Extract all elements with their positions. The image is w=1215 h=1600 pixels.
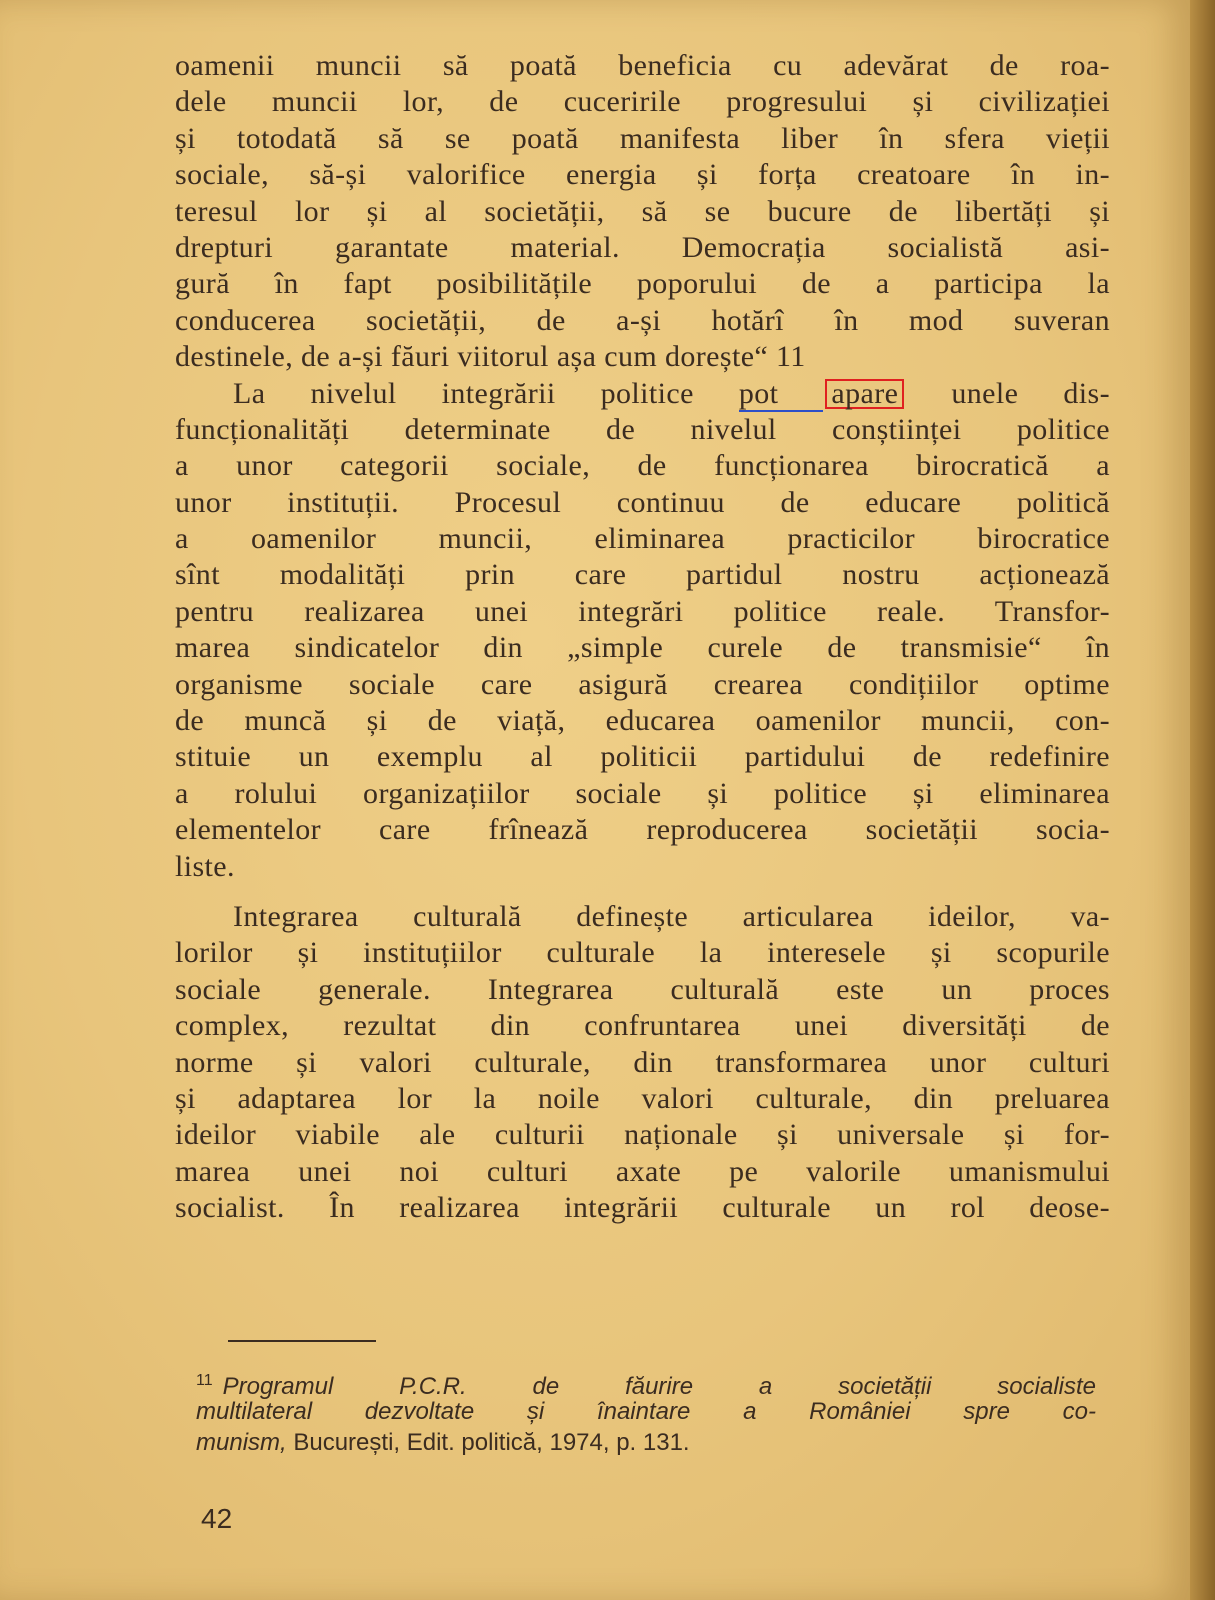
- text-line: norme și valori culturale, din transformarea unor culturi: [175, 1045, 1110, 1079]
- text-line: conducerea societății, de a-și hotărî în mod suveran: [175, 303, 1110, 337]
- text-line: și totodată să se poată manifesta liber în sfera vieții: [175, 121, 1110, 155]
- page-edge: [1190, 0, 1215, 1600]
- paragraph-political-integration: [175, 376, 1110, 885]
- text-line: destinele, de a-și făuri viitorul așa cum dorește“ 11: [175, 340, 806, 374]
- footnote: [196, 1365, 1096, 1458]
- text-line: Integrarea culturală definește articularea ideilor, va-: [233, 899, 1110, 933]
- text-line: dele muncii lor, de cuceririle progresului și civilizației: [175, 85, 1110, 119]
- footnote-line: multilateral dezvoltate și înaintare a României spre co-: [196, 1398, 1096, 1425]
- text-line: sînt modalități prin care partidul nostru acționează: [175, 558, 1110, 592]
- footnote-text: Programul P.C.R. de făurire a societății socialiste: [222, 1373, 1096, 1400]
- underlined-word: pot: [738, 376, 824, 410]
- text-segment: La nivelul integrării politice: [233, 376, 739, 410]
- text-line: pentru realizarea unei integrări politice reale. Transfor-: [175, 594, 1110, 628]
- footnote-divider: [228, 1340, 376, 1342]
- highlighted-word-box[interactable]: apare: [825, 379, 904, 409]
- text-line: teresul lor și al societății, să se bucure de libertăți și: [175, 194, 1110, 228]
- text-line: organisme sociale care asigură crearea condițiilor optime: [175, 667, 1110, 701]
- text-line: drepturi garantate material. Democrația socialistă asi-: [175, 230, 1110, 264]
- text-line: unor instituții. Procesul continuu de educare politică: [175, 485, 1110, 519]
- text-line: marea unei noi culturi axate pe valorile umanismului: [175, 1154, 1110, 1188]
- footnote-number: 11: [196, 1372, 213, 1389]
- text-line: marea sindicatelor din „simple curele de transmisie“ în: [175, 631, 1110, 665]
- footnote-line: [196, 1427, 1096, 1458]
- text-line: stituie un exemplu al politicii partidului de redefinire: [175, 740, 1110, 774]
- text-line: a unor categorii sociale, de funcționarea birocratică a: [175, 449, 1110, 483]
- text-line: gură în fapt posibilitățile poporului de a participa la: [175, 267, 1110, 301]
- body-text: [175, 48, 1110, 1227]
- text-line: a rolului organizațiilor sociale și politice și eliminarea: [175, 776, 1110, 810]
- text-line: oamenii muncii să poată beneficia cu adevărat de roa-: [175, 49, 1110, 82]
- text-line: ideilor viabile ale culturii naționale și universale și for-: [175, 1118, 1110, 1152]
- text-line: complex, rezultat din confruntarea unei diversități de: [175, 1009, 1110, 1043]
- text-line: și adaptarea lor la noile valori culturale, din preluarea: [175, 1081, 1110, 1115]
- text-line: a oamenilor muncii, eliminarea practicilor birocratice: [175, 522, 1110, 556]
- footnote-citation: București, Edit. politică, 1974, p. 131.: [286, 1429, 690, 1456]
- text-line: funcționalități determinate de nivelul conștiinței politice: [175, 412, 1110, 446]
- text-segment: unele dis-: [906, 376, 1110, 410]
- highlighted-line: [175, 376, 1110, 412]
- page-number: 42: [201, 1503, 233, 1534]
- text-line: lorilor și instituțiilor culturale la interesele și scopurile: [175, 936, 1110, 970]
- text-line: sociale, să-și valorifice energia și forța creatoare în in-: [175, 158, 1110, 192]
- text-line: liste.: [175, 849, 235, 883]
- paragraph-cultural-integration: [175, 899, 1110, 1227]
- footnote-text: munism,: [196, 1429, 287, 1456]
- footnote-line: [196, 1365, 1096, 1400]
- paragraph-democracy: [175, 48, 1110, 376]
- text-line: socialist. În realizarea integrării culturale un rol deose-: [175, 1191, 1110, 1225]
- text-line: sociale generale. Integrarea culturală este un proces: [175, 972, 1110, 1006]
- text-line: elementelor care frînează reproducerea societății socia-: [175, 813, 1110, 847]
- text-line: de muncă și de viață, educarea oamenilor muncii, con-: [175, 704, 1110, 738]
